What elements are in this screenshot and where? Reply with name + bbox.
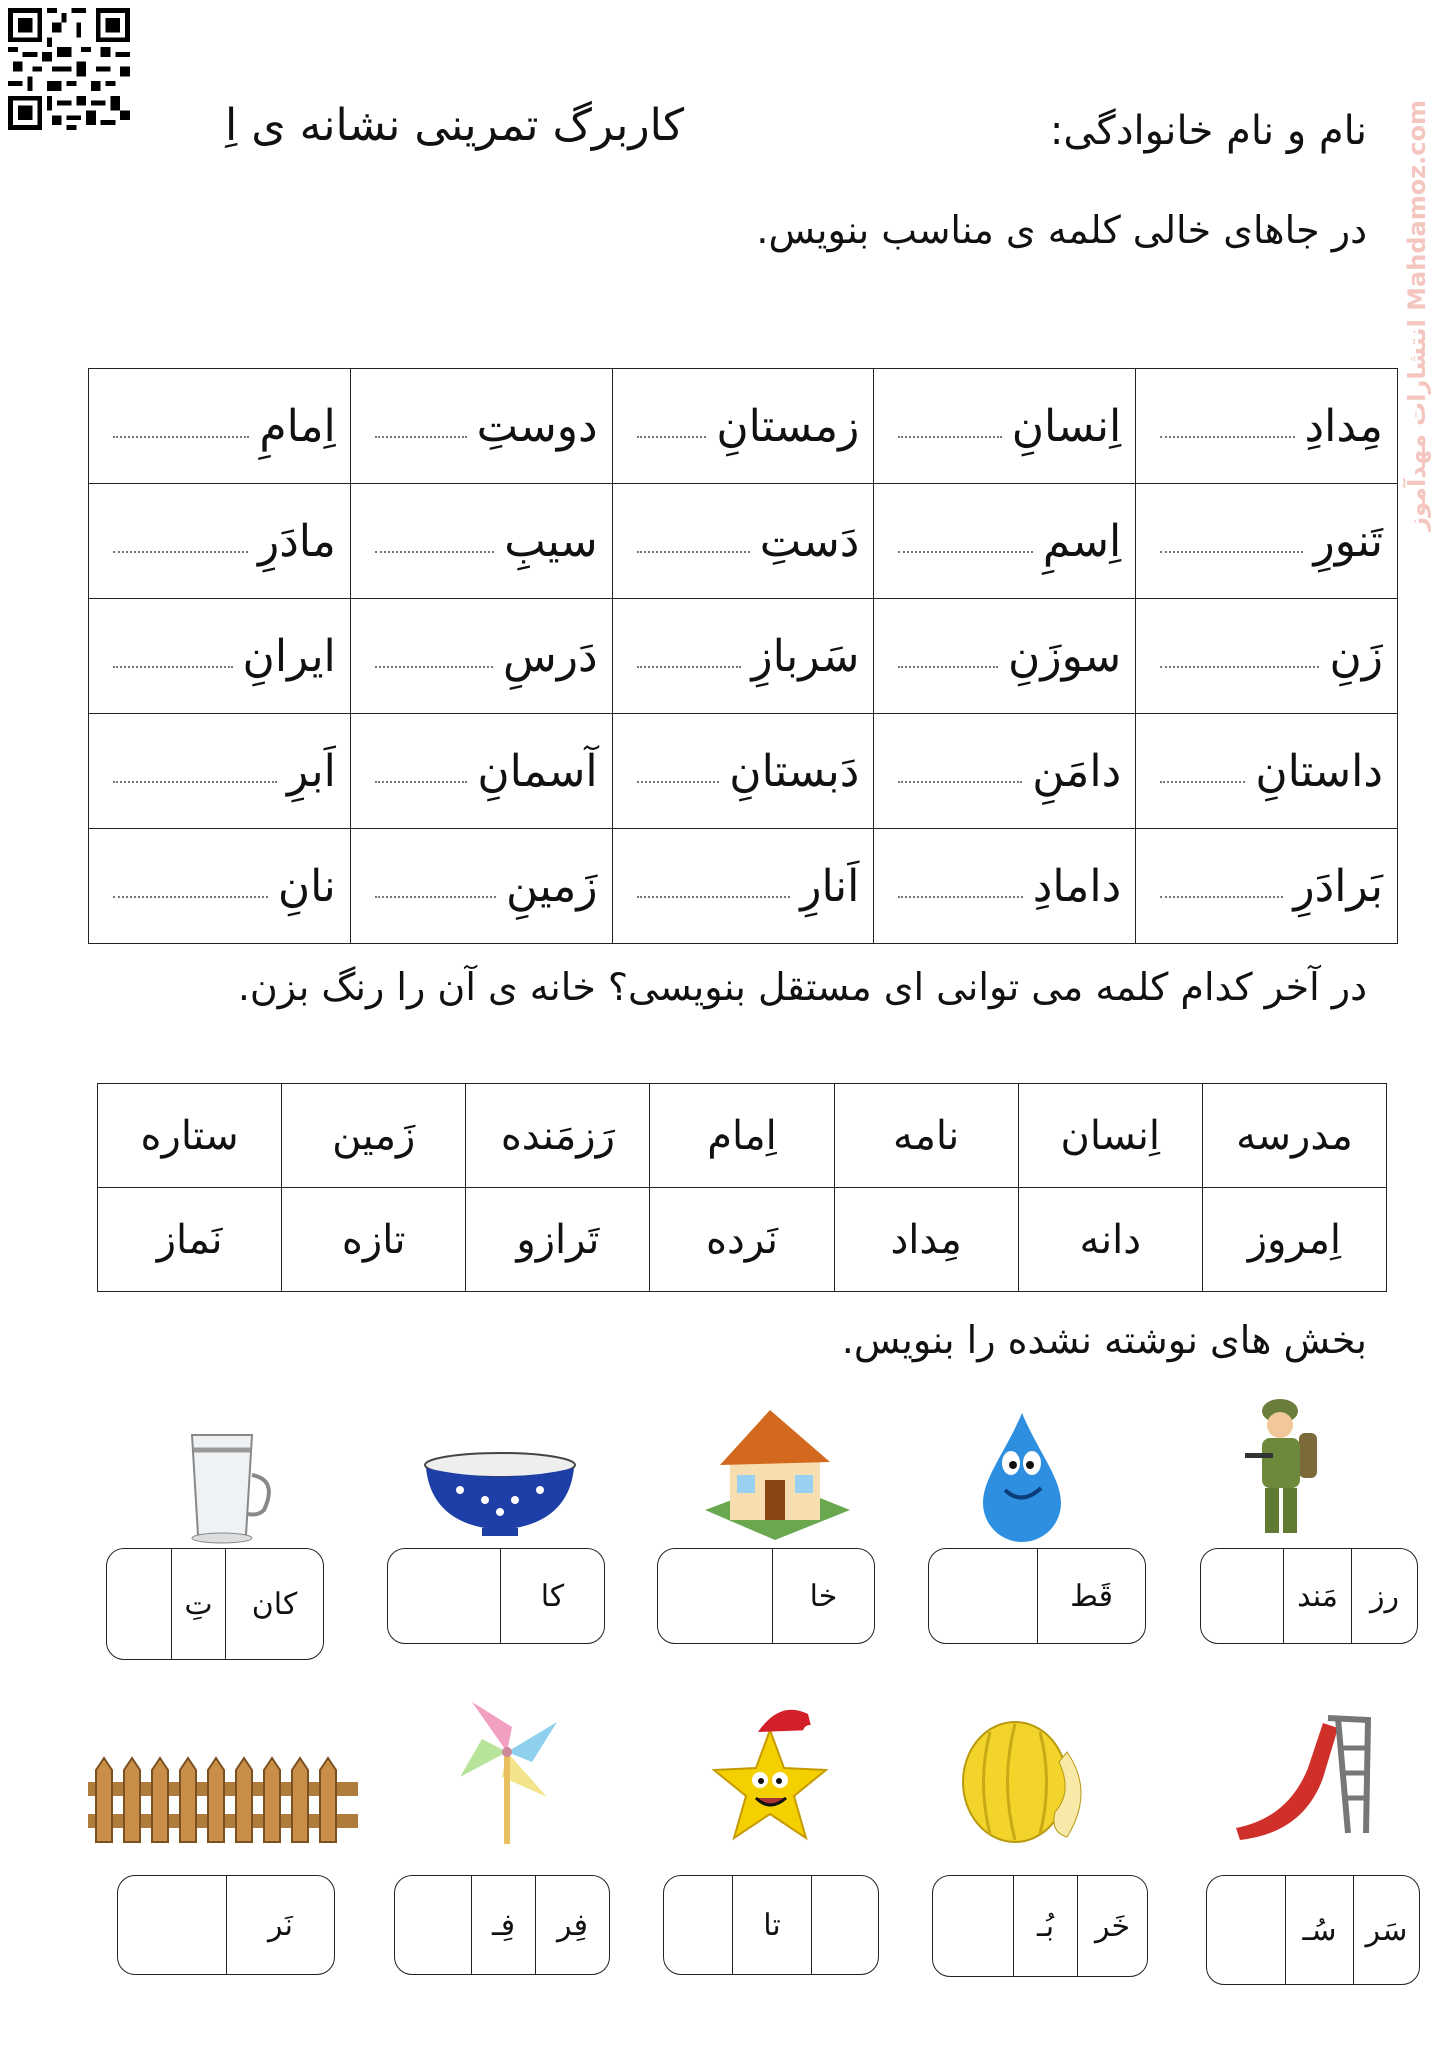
word-color-cell[interactable]: مِداد — [834, 1188, 1018, 1292]
syllable-cell: کان — [225, 1549, 323, 1659]
answer-blank-line[interactable] — [637, 781, 720, 783]
answer-blank-line[interactable] — [113, 666, 233, 668]
fill-blanks-row — [89, 369, 1398, 484]
fill-blanks-cell — [89, 829, 351, 944]
syllable-box-soldier — [1200, 1548, 1418, 1644]
word-label: دَستِ — [759, 515, 860, 567]
fill-blanks-cell — [350, 829, 612, 944]
syllable-box-bowl — [387, 1548, 605, 1644]
slide-icon — [1228, 1708, 1378, 1843]
word-label: ایرانِ — [242, 630, 336, 682]
word-color-cell[interactable]: دانه — [1018, 1188, 1202, 1292]
syllable-blank-cell[interactable] — [107, 1549, 171, 1659]
fill-blanks-cell — [89, 599, 351, 714]
word-color-cell[interactable]: اِمروز — [1202, 1188, 1386, 1292]
word-color-cell[interactable]: زَمین — [282, 1084, 466, 1188]
fill-blanks-cell — [874, 599, 1136, 714]
fill-blanks-cell — [612, 829, 874, 944]
answer-blank-line[interactable] — [637, 436, 707, 438]
syllable-box-glass — [106, 1548, 324, 1660]
syllable-blank-cell[interactable] — [933, 1876, 1013, 1976]
syllable-cell: کا — [500, 1549, 604, 1643]
fill-blanks-cell — [874, 484, 1136, 599]
answer-blank-line[interactable] — [898, 666, 998, 668]
syllable-box-house — [657, 1548, 875, 1644]
soldier-icon — [1235, 1393, 1325, 1543]
melon-icon — [955, 1712, 1095, 1847]
fill-blanks-cell — [89, 369, 351, 484]
pinwheel-icon — [452, 1697, 562, 1847]
word-label: تَنورِ — [1313, 515, 1383, 567]
name-label: نام و نام خانوادگی: — [1049, 108, 1367, 154]
fill-blanks-cell — [350, 714, 612, 829]
syllable-box-fence — [117, 1875, 335, 1975]
watermark-side: انتشارات مهدآموز Mahdamoz.com — [1403, 100, 1431, 531]
answer-blank-line[interactable] — [898, 436, 1001, 438]
word-label: دوستِ — [476, 400, 598, 452]
syllable-cell: نَر — [226, 1876, 334, 1974]
fill-blanks-cell — [1136, 829, 1398, 944]
word-label: زمستانِ — [716, 400, 860, 452]
syllable-blank-cell[interactable] — [1201, 1549, 1283, 1643]
fill-blanks-cell — [350, 369, 612, 484]
syllable-blank-cell[interactable] — [929, 1549, 1037, 1643]
syllable-cell: رز — [1351, 1549, 1417, 1643]
word-label: دَبستانِ — [729, 745, 860, 797]
house-icon — [695, 1400, 855, 1545]
answer-blank-line[interactable] — [375, 666, 493, 668]
word-color-cell[interactable]: تازه — [282, 1188, 466, 1292]
answer-blank-line[interactable] — [1160, 666, 1319, 668]
word-label: داستانِ — [1255, 745, 1383, 797]
fill-blanks-cell — [612, 484, 874, 599]
word-color-cell[interactable]: مدرسه — [1202, 1084, 1386, 1188]
syllable-cell: تِ — [171, 1549, 225, 1659]
syllable-cell: خا — [772, 1549, 874, 1643]
word-label: اِمامِ — [259, 400, 336, 452]
answer-blank-line[interactable] — [1160, 436, 1294, 438]
fill-blanks-cell — [1136, 599, 1398, 714]
word-label: زَنِ — [1329, 630, 1383, 682]
word-color-cell[interactable]: رَزمَنده — [466, 1084, 650, 1188]
answer-blank-line[interactable] — [637, 666, 742, 668]
word-label: مادَرِ — [257, 515, 336, 567]
word-label: سوزَنِ — [1008, 630, 1122, 682]
answer-blank-line[interactable] — [375, 781, 468, 783]
bowl-icon — [420, 1450, 580, 1540]
word-label: اِنسانِ — [1011, 400, 1122, 452]
fill-blanks-cell — [612, 599, 874, 714]
syllable-box-star — [663, 1875, 879, 1975]
fill-blanks-cell — [89, 484, 351, 599]
word-label: آسمانِ — [477, 745, 598, 797]
word-label: بَرادَرِ — [1293, 860, 1383, 912]
fill-blanks-row — [89, 829, 1398, 944]
answer-blank-line[interactable] — [375, 551, 494, 553]
word-label: دامادِ — [1032, 860, 1122, 912]
fill-blanks-row — [89, 599, 1398, 714]
syllable-blank-cell[interactable] — [118, 1876, 226, 1974]
syllable-box-melon — [932, 1875, 1148, 1977]
fill-blanks-cell — [874, 829, 1136, 944]
word-label: سَربازِ — [751, 630, 860, 682]
word-label: دَرسِ — [503, 630, 598, 682]
syllable-cell: خَر — [1077, 1876, 1147, 1976]
syllable-blank-cell[interactable] — [658, 1549, 772, 1643]
word-color-cell[interactable]: تَرازو — [466, 1188, 650, 1292]
word-label: اَبرِ — [287, 745, 336, 797]
word-label: اَنارِ — [800, 860, 860, 912]
syllable-blank-cell[interactable] — [664, 1876, 732, 1974]
instruction-missing-parts: بخش های نوشته نشده را بنویس. — [841, 1318, 1367, 1362]
answer-blank-line[interactable] — [1160, 896, 1283, 898]
water-drop-icon — [975, 1408, 1070, 1543]
fill-blanks-cell — [350, 484, 612, 599]
fill-blanks-cell — [874, 369, 1136, 484]
word-color-cell[interactable]: ستاره — [98, 1084, 282, 1188]
answer-blank-line[interactable] — [898, 551, 1032, 553]
syllable-box-slide — [1206, 1875, 1420, 1985]
fill-blanks-cell — [1136, 484, 1398, 599]
word-color-cell[interactable]: نَرده — [650, 1188, 834, 1292]
answer-blank-line[interactable] — [1160, 781, 1245, 783]
word-label: اِسمِ — [1042, 515, 1122, 567]
syllable-blank-cell[interactable] — [395, 1876, 471, 1974]
fill-blanks-cell — [350, 599, 612, 714]
answer-blank-line[interactable] — [113, 781, 277, 783]
word-color-cell[interactable]: نَماز — [98, 1188, 282, 1292]
fill-blanks-cell — [1136, 714, 1398, 829]
answer-blank-line[interactable] — [113, 896, 268, 898]
answer-blank-line[interactable] — [898, 781, 1022, 783]
word-label: نانِ — [277, 860, 336, 912]
word-label: زَمینِ — [506, 860, 598, 912]
word-color-row — [98, 1084, 1387, 1188]
word-label: مِدادِ — [1304, 400, 1383, 452]
syllable-box-pinwheel — [394, 1875, 610, 1975]
fill-blanks-cell — [612, 714, 874, 829]
answer-blank-line[interactable] — [113, 436, 249, 438]
fill-blanks-table — [88, 368, 1398, 944]
answer-blank-line[interactable] — [1160, 551, 1303, 553]
word-color-cell[interactable]: اِمام — [650, 1084, 834, 1188]
syllable-box-drop — [928, 1548, 1146, 1644]
fill-blanks-cell — [1136, 369, 1398, 484]
fill-blanks-row — [89, 714, 1398, 829]
syllable-blank-cell[interactable] — [1207, 1876, 1285, 1984]
qr-code-icon — [8, 8, 130, 130]
answer-blank-line[interactable] — [898, 896, 1022, 898]
answer-blank-line[interactable] — [637, 551, 750, 553]
word-label: سیبِ — [504, 515, 598, 567]
word-label: دامَنِ — [1032, 745, 1122, 797]
answer-blank-line[interactable] — [375, 896, 496, 898]
fill-blanks-cell — [89, 714, 351, 829]
fill-blanks-cell — [612, 369, 874, 484]
syllable-cell: فِـ — [471, 1876, 535, 1974]
star-icon — [700, 1700, 840, 1845]
instruction-color-cells: در آخر کدام کلمه می توانی ای مستقل بنویسی؟ خانه ی آن را رنگ بزن. — [237, 965, 1367, 1009]
syllable-cell: سُـ — [1285, 1876, 1353, 1984]
tea-glass-icon — [180, 1430, 280, 1545]
syllable-cell: سَر — [1353, 1876, 1419, 1984]
answer-blank-line[interactable] — [113, 551, 248, 553]
fill-blanks-row — [89, 484, 1398, 599]
syllable-cell: بُـ — [1013, 1876, 1077, 1976]
syllable-cell: قَط — [1037, 1549, 1145, 1643]
word-color-table — [97, 1083, 1387, 1292]
word-color-cell[interactable]: اِنسان — [1018, 1084, 1202, 1188]
worksheet-title: کاربرگ تمرینی نشانه ی اِ — [225, 100, 685, 151]
syllable-cell: مَند — [1283, 1549, 1351, 1643]
syllable-empty-cell[interactable] — [812, 1876, 878, 1974]
syllable-blank-cell[interactable] — [388, 1549, 500, 1643]
answer-blank-line[interactable] — [637, 896, 791, 898]
fill-blanks-cell — [874, 714, 1136, 829]
syllable-cell: تا — [732, 1876, 812, 1974]
word-color-cell[interactable]: نامه — [834, 1084, 1018, 1188]
word-color-row — [98, 1188, 1387, 1292]
instruction-fill-blanks: در جاهای خالی کلمه ی مناسب بنویس. — [756, 208, 1367, 252]
syllable-cell: فِر — [535, 1876, 609, 1974]
fence-icon — [88, 1752, 358, 1844]
answer-blank-line[interactable] — [375, 436, 467, 438]
